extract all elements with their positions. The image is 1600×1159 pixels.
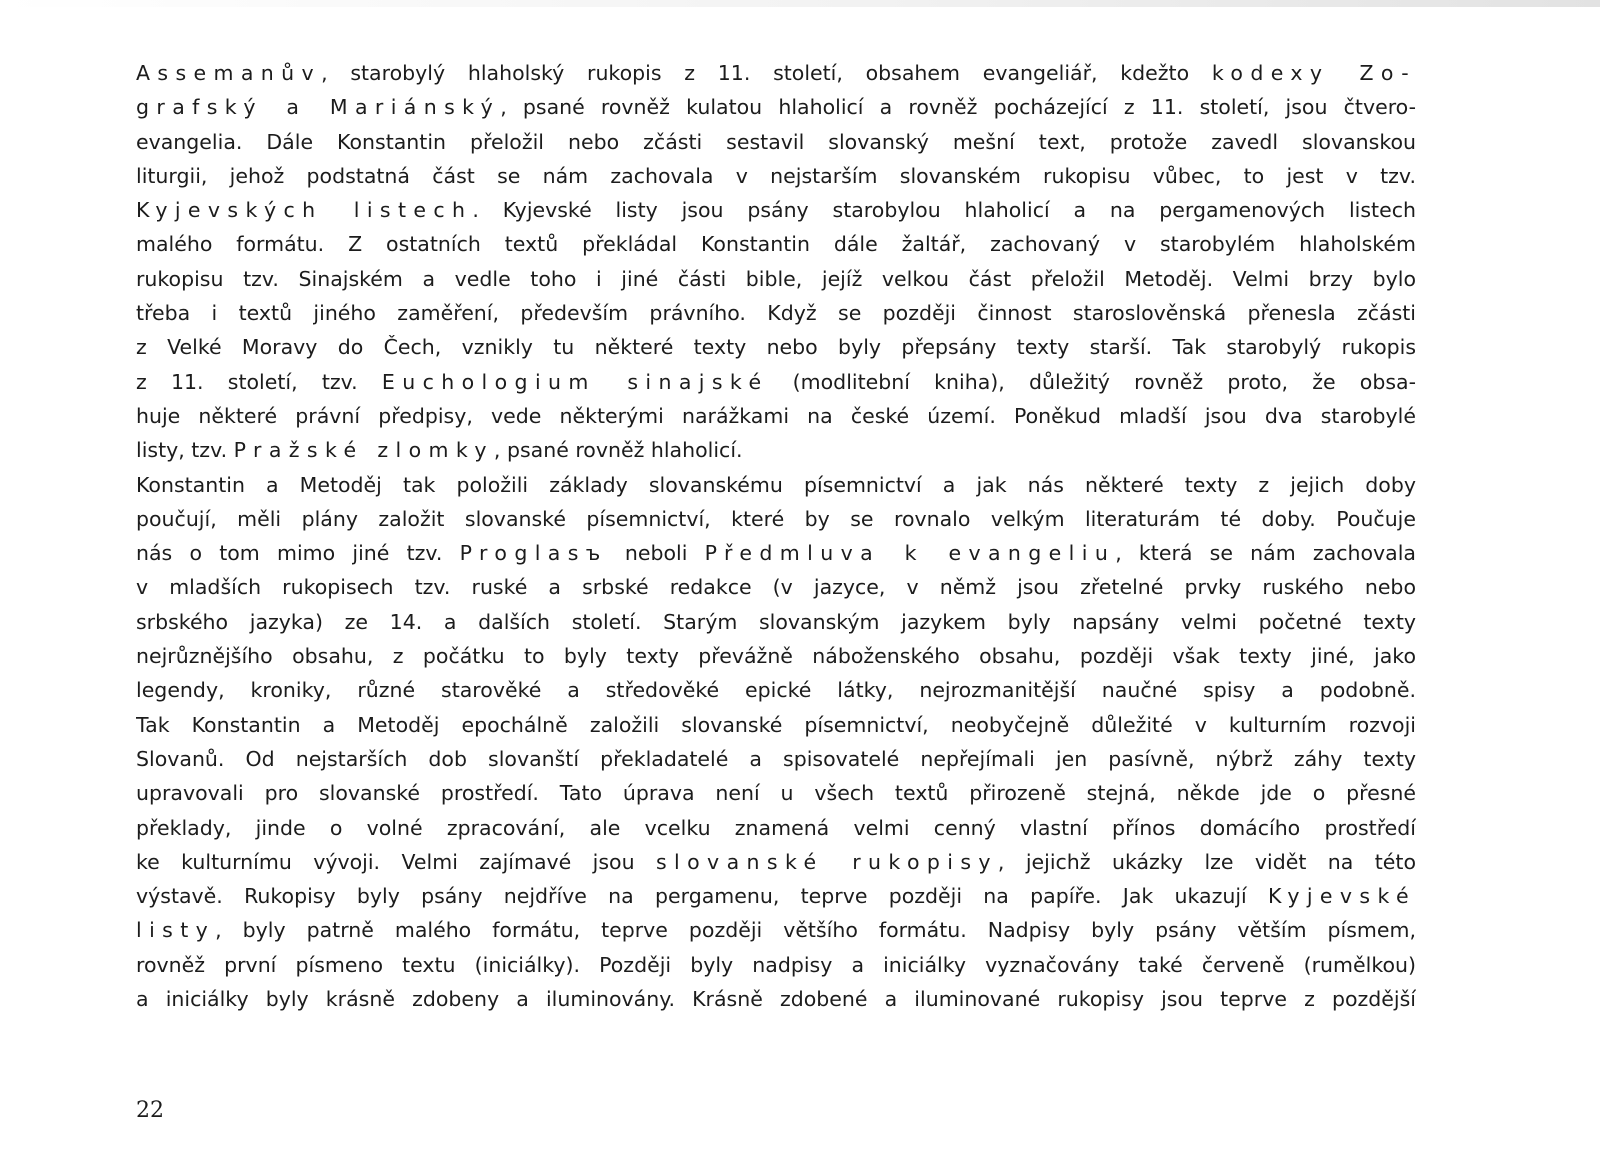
text-line <box>136 845 1416 879</box>
text-run: rovněž první písmeno textu (iniciálky). Později byly nadpisy a iniciálky vyznačovány také červeně (rumělkou) <box>136 952 1416 977</box>
text-line <box>136 811 1416 845</box>
spaced-emphasis: Kyjevské <box>1268 884 1416 909</box>
text-run: srbského jazyka) ze 14. a dalších století. Starým slovanským jazykem byly napsány velmi početné texty <box>136 609 1416 634</box>
text-run: z Velké Moravy do Čech, vznikly tu některé texty nebo byly přepsány texty starší. Tak starobylý rukopis <box>136 335 1416 360</box>
text-run: , psané rovněž hlaholicí. <box>493 438 743 463</box>
spaced-emphasis: slovanské rukopisy <box>656 849 998 874</box>
spaced-emphasis: listy <box>136 918 216 943</box>
spaced-emphasis: Kyjevských listech <box>136 198 473 223</box>
text-run: ke kulturnímu vývoji. Velmi zajímavé jsou <box>136 849 656 874</box>
text-run: nejrůznějšího obsahu, z počátku to byly texty převážně náboženského obsahu, později však texty jiné, jako <box>136 644 1416 669</box>
spaced-emphasis: grafský a Mariánský <box>136 95 501 120</box>
text-line <box>136 296 1416 330</box>
text-run: , starobylý hlaholský rukopis z 11. století, obsahem evangeliář, kdežto <box>321 61 1212 85</box>
text-line <box>136 605 1416 639</box>
text-run: Konstantin a Metoděj tak položili základy slovanskému písemnictví a jak nás některé texty z jejich doby <box>136 472 1416 497</box>
text-run: , byly patrně malého formátu, teprve později většího formátu. Nadpisy byly psány větším písmem, <box>215 918 1416 943</box>
text-line <box>136 330 1416 364</box>
text-line <box>136 982 1416 1016</box>
text-line <box>136 639 1416 673</box>
text-run: liturgii, jehož podstatná část se nám zachovala v nejstarším slovanském rukopisu vůbec, to jest v tzv. <box>136 163 1416 188</box>
text-line <box>136 56 1416 90</box>
text-line <box>136 365 1416 399</box>
text-line <box>136 227 1416 261</box>
text-run: listy, tzv. <box>136 438 234 463</box>
text-run: Tak Konstantin a Metoděj epochálně založili slovanské písemnictví, neobyčejně důležité v kulturním rozvoji <box>136 712 1416 737</box>
text-run: z 11. století, tzv. <box>136 369 382 394</box>
text-line <box>136 742 1416 776</box>
spaced-emphasis: Assemanův <box>136 61 322 85</box>
text-run: Slovanů. Od nejstarších dob slovanští překladatelé a spisovatelé nepřejímali jen pasívně, nýbrž záhy texty <box>136 746 1416 771</box>
text-line <box>136 948 1416 982</box>
text-run: nás o tom mimo jiné tzv. <box>136 541 460 566</box>
spaced-emphasis: Euchologium sinajské <box>381 369 769 394</box>
spaced-emphasis: Předmluva k evangeliu <box>704 541 1116 566</box>
text-run: rukopisu tzv. Sinajském a vedle toho i jiné části bible, jejíž velkou část přeložil Metoděj. Velmi brzy bylo <box>136 266 1416 291</box>
text-run: překlady, jinde o volné zpracování, ale vcelku znamená velmi cenný vlastní přínos domácího prostředí <box>136 815 1416 840</box>
text-run: upravovali pro slovanské prostředí. Tato úprava není u všech textů přirozeně stejná, někde jde o přesné <box>136 781 1416 806</box>
page-top-edge <box>0 0 1600 7</box>
text-line <box>136 399 1416 433</box>
text-line <box>136 433 1416 467</box>
text-line <box>136 193 1416 227</box>
page-number: 22 <box>136 1098 164 1123</box>
text-run: . Kyjevské listy jsou psány starobylou hlaholicí a na pergamenových listech <box>472 198 1416 223</box>
text-run: legendy, kroniky, různé starověké a středověké epické látky, nejrozmanitější naučné spisy a podobně. <box>136 678 1416 703</box>
text-line <box>136 536 1416 570</box>
text-line <box>136 913 1416 947</box>
text-line <box>136 776 1416 810</box>
text-line <box>136 879 1416 913</box>
text-line <box>136 673 1416 707</box>
body-text <box>136 56 1416 1016</box>
text-line <box>136 502 1416 536</box>
text-run: v mladších rukopisech tzv. ruské a srbské redakce (v jazyce, v němž jsou zřetelné prvky ruského nebo <box>136 575 1416 600</box>
text-line <box>136 262 1416 296</box>
text-run: a iniciálky byly krásně zdobeny a iluminovány. Krásně zdobené a iluminované rukopisy jsou teprve z pozdější <box>136 987 1416 1012</box>
text-run: , která se nám zachovala <box>1115 541 1416 566</box>
text-run: huje některé právní předpisy, vede některými narážkami na české území. Poněkud mladší jsou dva starobylé <box>136 403 1416 428</box>
spaced-emphasis: Pražské zlomky <box>233 438 494 463</box>
text-line <box>136 125 1416 159</box>
text-line <box>136 708 1416 742</box>
text-line <box>136 90 1416 124</box>
text-line <box>136 159 1416 193</box>
text-run: evangelia. Dále Konstantin přeložil nebo zčásti sestavil slovanský mešní text, protože zavedl slovanskou <box>136 129 1416 154</box>
spaced-emphasis: kodexy Zo- <box>1211 61 1416 85</box>
text-line <box>136 468 1416 502</box>
text-run: neboli <box>607 541 705 566</box>
text-run: poučují, měli plány založit slovanské písemnictví, které by se rovnalo velkým literaturám té doby. Poučuje <box>136 506 1416 531</box>
text-run: (modlitební kniha), důležitý rovněž proto, že obsa- <box>768 369 1416 394</box>
text-run: , jejichž ukázky lze vidět na této <box>997 849 1416 874</box>
text-run: třeba i textů jiného zaměření, především právního. Když se později činnost staroslověnská přenesla zčásti <box>136 301 1416 326</box>
text-line <box>136 570 1416 604</box>
text-run: malého formátu. Z ostatních textů překládal Konstantin dále žaltář, zachovaný v starobylém hlaholském <box>136 232 1416 257</box>
text-run: výstavě. Rukopisy byly psány nejdříve na pergamenu, teprve později na papíře. Jak ukazují <box>136 884 1268 909</box>
text-run: , psané rovněž kulatou hlaholicí a rovněž pocházející z 11. století, jsou čtvero- <box>500 95 1416 120</box>
spaced-emphasis: Proglasъ <box>459 541 608 566</box>
